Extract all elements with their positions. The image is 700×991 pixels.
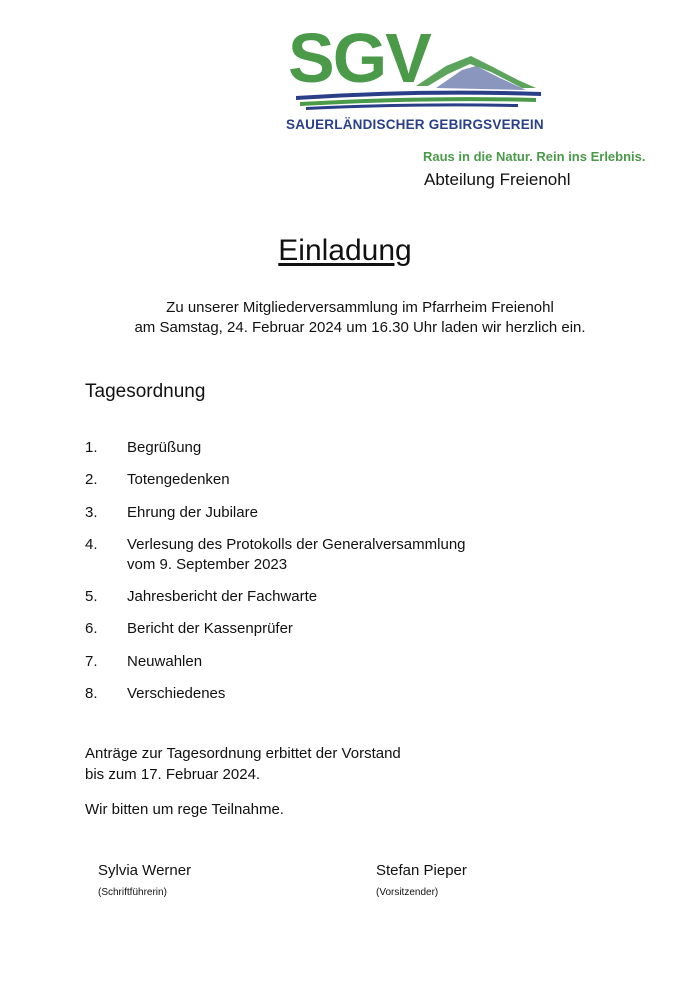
agenda-list <box>85 438 665 716</box>
motions-note-line-1: Anträge zur Tagesordnung erbittet der Vorstand <box>85 745 401 762</box>
intro-line-1: Zu unserer Mitgliederversammlung im Pfarrheim Freienohl <box>166 299 554 316</box>
agenda-item <box>85 652 665 672</box>
agenda-item <box>85 535 665 575</box>
agenda-item-number: 2. <box>85 471 98 489</box>
agenda-item-number: 7. <box>85 652 98 670</box>
signature-name: Stefan Pieper <box>376 862 467 879</box>
department-label: Abteilung Freienohl <box>424 170 571 189</box>
agenda-item-text: Neuwahlen <box>127 652 203 670</box>
agenda-item-number: 1. <box>85 439 98 456</box>
signature-secretary <box>98 861 191 900</box>
agenda-item-text: Bericht der Kassenprüfer <box>127 620 293 638</box>
agenda-item <box>85 619 665 639</box>
signature-role: (Schriftführerin) <box>98 887 167 898</box>
logo-organization: SAUERLÄNDISCHER GEBIRGSVEREIN <box>286 117 544 132</box>
agenda-item-text: Ehrung der Jubilare <box>127 503 258 521</box>
signature-role: (Vorsitzender) <box>376 887 439 898</box>
agenda-item-number: 6. <box>85 620 98 638</box>
closing-text: Wir bitten um rege Teilnahme. <box>85 801 284 818</box>
agenda-item <box>85 503 665 523</box>
agenda-item-text: Begrüßung <box>127 439 202 456</box>
agenda-heading: Tagesordnung <box>85 381 206 402</box>
agenda-item <box>85 470 665 490</box>
agenda-item-text: Verschiedenes <box>127 685 226 703</box>
motions-note <box>85 743 401 785</box>
signature-name: Sylvia Werner <box>98 862 192 879</box>
sgv-logo <box>286 19 656 172</box>
agenda-item-number: 3. <box>85 503 98 521</box>
agenda-item-text: Verlesung des Protokolls der Generalversammlung <box>127 535 466 553</box>
agenda-item <box>85 684 665 704</box>
agenda-item <box>85 587 665 607</box>
logo-wordmark: SGV <box>288 19 430 97</box>
agenda-item-text: Totengedenken <box>127 471 230 489</box>
agenda-item-number: 5. <box>85 588 98 606</box>
agenda-item-number: 4. <box>85 535 98 553</box>
signature-chairman <box>376 861 467 900</box>
agenda-item <box>85 438 665 458</box>
agenda-item-text: Jahresbericht der Fachwarte <box>127 588 318 606</box>
intro-text <box>0 298 700 338</box>
intro-line-2: am Samstag, 24. Februar 2024 um 16.30 Uhr laden wir herzlich ein. <box>134 319 586 336</box>
logo-slogan: Raus in die Natur. Rein ins Erlebnis. <box>423 149 646 164</box>
agenda-item-text-continued: vom 9. September 2023 <box>127 555 288 573</box>
document-title: Einladung <box>278 234 412 267</box>
motions-note-line-2: bis zum 17. Februar 2024. <box>85 766 261 783</box>
agenda-item-number: 8. <box>85 685 98 703</box>
